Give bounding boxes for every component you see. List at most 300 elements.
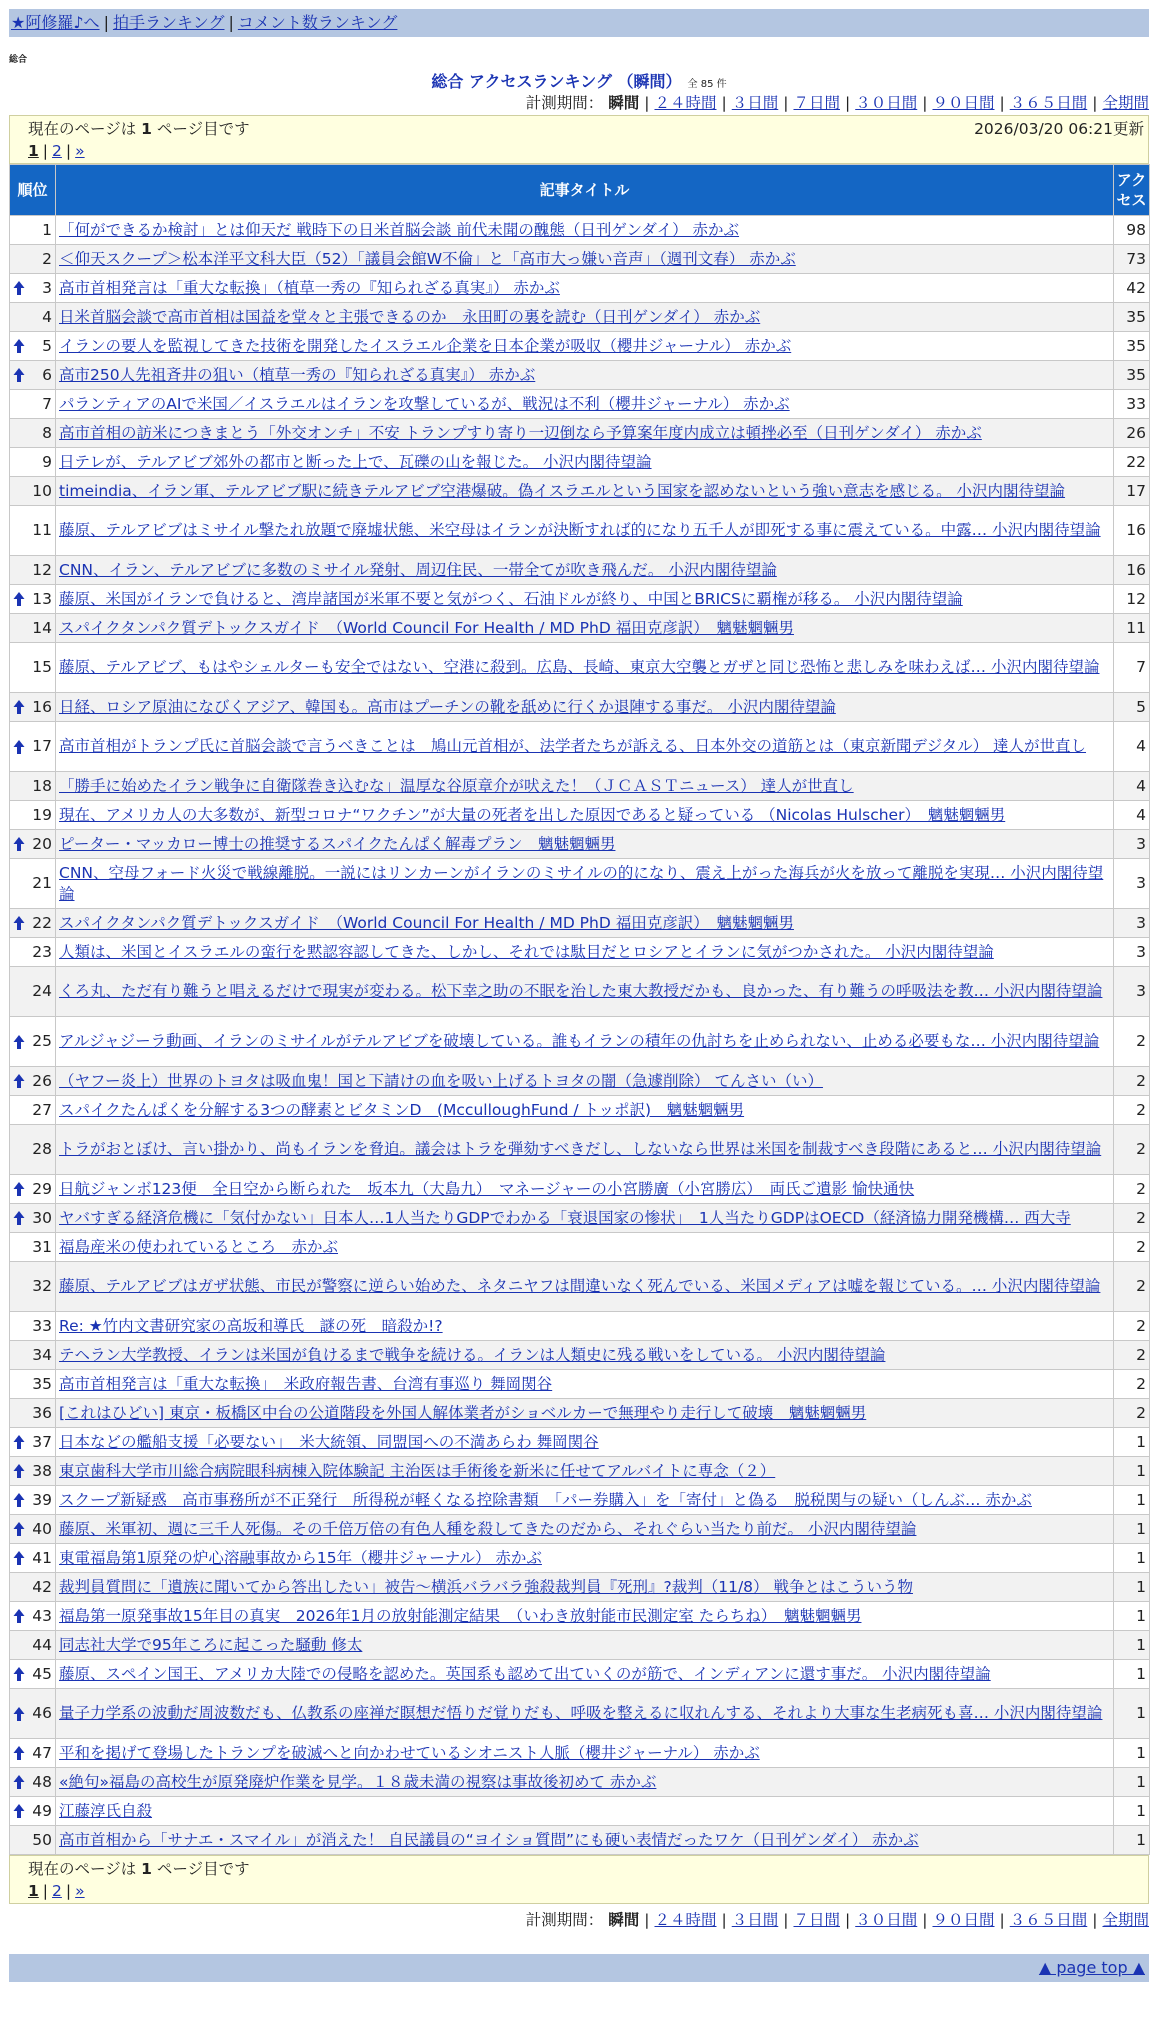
table-row (10, 1602, 1150, 1631)
rank-cell (10, 1573, 56, 1602)
article-title-link[interactable]: ＜仰天スクープ＞松本洋平文科大臣（52）「議員会館W不倫」と「高市大っ嫌い音声」（週刊文春） 赤かぶ (59, 249, 796, 268)
rank-cell (10, 1826, 56, 1855)
period-separator: | (922, 1911, 928, 1929)
period-separator: | (721, 94, 727, 112)
period-separator: | (1092, 94, 1098, 112)
article-title-link[interactable]: timeindia、イラン軍、テルアビブ駅に続きテルアビブ空港爆破。偽イスラエルという国家を認めないという強い意志を感じる。 小沢内閣待望論 (59, 481, 1066, 500)
article-title-link[interactable]: 藤原、テルアビブはミサイル撃たれ放題で廃墟状態、米空母はイランが決断すれば的になり五千人が即死する事に震えている。中露… 小沢内閣待望論 (59, 521, 1101, 539)
article-title-link[interactable]: CNN、イラン、テルアビブに多数のミサイル発射、周辺住民、一帯全てが吹き飛んだ。 小沢内閣待望論 (59, 560, 777, 579)
article-title-link[interactable]: イランの要人を監視してきた技術を開発したイスラエル企業を日本企業が吸収（櫻井ジャーナル） 赤かぶ (59, 336, 792, 355)
article-title-link[interactable]: ヤバすぎる経済危機に「気付かない」日本人…1人当たりGDPでわかる「衰退国家の惨状」 1人当たりGDPはOECD（経済協力開発機構… 西大寺 (59, 1208, 1071, 1227)
bottom-page-link[interactable]: » (75, 1882, 85, 1900)
period-label: 計測期間： (525, 94, 604, 112)
article-title-link[interactable]: 高市首相がトランプ氏に首脳会談で言うべきことは 鳩山元首相が、法学者たちが訴える、日本外交の道筋とは（東京新聞デジタル） 達人が世直し (59, 737, 1087, 755)
page-title (9, 69, 1149, 91)
title-cell (56, 1370, 1114, 1399)
top-nav-bar (9, 9, 1149, 37)
article-title-link[interactable]: 高市首相発言は「重大な転換」 米政府報告書、台湾有事巡り 舞岡関谷 (59, 1374, 553, 1393)
rank-number: 40 (32, 1519, 52, 1538)
article-title-link[interactable]: 高市250人先祖斉井の狙い（植草一秀の『知られざる真実』） 赤かぶ (59, 365, 536, 384)
article-title-link[interactable]: 現在、アメリカ人の大多数が、新型コロナ“ワクチン”が大量の死者を出した原因であると疑っている （Nicolas Hulscher） 魑魅魍魎男 (59, 805, 1006, 824)
rank-cell (10, 1768, 56, 1797)
rank-number: 6 (42, 365, 52, 384)
access-count: 2 (1114, 1096, 1150, 1125)
col-access-header: アクセス (1114, 165, 1150, 216)
article-title-link[interactable]: 「何ができるか検討」とは仰天だ 戦時下の日米首脳会談 前代未聞の醜態（日刊ゲンダイ） 赤かぶ (59, 220, 740, 239)
period-separator: | (845, 94, 851, 112)
rank-number: 50 (32, 1830, 52, 1849)
rank-cell (10, 332, 56, 361)
top-page-link[interactable]: » (75, 142, 85, 160)
table-row (10, 216, 1150, 245)
title-cell (56, 1515, 1114, 1544)
page-separator: | (42, 1882, 49, 1900)
title-cell (56, 1768, 1114, 1797)
access-count: 4 (1114, 722, 1150, 772)
access-count: 1 (1114, 1573, 1150, 1602)
period-separator: | (999, 94, 1005, 112)
article-title-link[interactable]: 「勝手に始めたイラン戦争に自衛隊巻き込むな」温厚な谷原章介が吠えた！（ＪＣＡＳＴニュース） 達人が世直し (59, 776, 854, 795)
title-cell (56, 967, 1114, 1017)
rank-cell (10, 1515, 56, 1544)
article-title-link[interactable]: テヘラン大学教授、イランは米国が負けるまで戦争を続ける。イランは人類史に残る戦いをしている。 小沢内閣待望論 (59, 1345, 886, 1364)
access-count: 1 (1114, 1544, 1150, 1573)
title-cell (56, 1544, 1114, 1573)
period-separator: | (783, 94, 789, 112)
rank-up-arrow-icon (13, 280, 25, 296)
bottom-period-link[interactable]: 全期間 (1102, 1911, 1149, 1929)
title-cell (56, 909, 1114, 938)
table-row (10, 1631, 1150, 1660)
table-row (10, 967, 1150, 1017)
top-period-link[interactable]: ３６５日間 (1009, 94, 1088, 112)
rank-cell (10, 1631, 56, 1660)
article-title-link[interactable]: CNN、空母フォード火災で戦線離脱。一説にはリンカーンがイランのミサイルの的になり、震え上がった海兵が火を放って離脱を実現… 小沢内閣待望論 (59, 863, 1104, 903)
table-row (10, 1428, 1150, 1457)
table-row (10, 1175, 1150, 1204)
footer-bar (9, 1954, 1149, 1982)
rank-up-arrow-icon (13, 1073, 25, 1089)
table-row (10, 1660, 1150, 1689)
period-separator: | (721, 1911, 727, 1929)
table-row (10, 1739, 1150, 1768)
current-page-text: 現在のページは 1 ページ目です (28, 1860, 250, 1878)
title-cell (56, 585, 1114, 614)
access-count: 35 (1114, 303, 1150, 332)
rank-up-arrow-icon (13, 1550, 25, 1566)
table-row (10, 1017, 1150, 1067)
table-row (10, 1544, 1150, 1573)
table-row (10, 332, 1150, 361)
nav-separator: | (228, 13, 234, 32)
table-row (10, 1262, 1150, 1312)
article-title-link[interactable]: 日経、ロシア原油になびくアジア、韓国も。高市はプーチンの靴を舐めに行くか退陣する事だ。 小沢内閣待望論 (59, 697, 836, 716)
table-row (10, 390, 1150, 419)
rank-number: 18 (32, 776, 52, 795)
access-count: 17 (1114, 477, 1150, 506)
rank-cell (10, 1175, 56, 1204)
rank-number: 5 (42, 336, 52, 355)
table-row (10, 643, 1150, 693)
access-count: 2 (1114, 1067, 1150, 1096)
article-title-link[interactable]: （ヤフー炎上）世界のトヨタは吸血鬼！国と下請けの血を吸い上げるトヨタの闇（急遽削除） てんさい（い） (59, 1071, 823, 1090)
title-cell (56, 361, 1114, 390)
title-cell (56, 643, 1114, 693)
top-page-link[interactable]: 2 (52, 142, 62, 160)
rank-cell (10, 614, 56, 643)
article-title-link[interactable]: 裁判員質問に「遺族に聞いてから答出したい」被告～横浜バラバラ強殺裁判員『死刑』?裁判（11/8） 戦争とはこういう物 (59, 1577, 913, 1596)
period-label: 計測期間： (525, 1911, 604, 1929)
article-title-link[interactable]: 日本などの艦船支援「必要ない」 米大統領、同盟国への不満あらわ 舞岡関谷 (59, 1432, 599, 1451)
article-title-link[interactable]: 高市首相から「サナエ・スマイル」が消えた！ 自民議員の“ヨイショ質問”にも硬い表情だったワケ（日刊ゲンダイ） 赤かぶ (59, 1830, 919, 1849)
access-count: 22 (1114, 448, 1150, 477)
rank-number: 19 (32, 805, 52, 824)
table-row (10, 1797, 1150, 1826)
article-title-link[interactable]: 江藤淳氏自殺 (59, 1801, 153, 1820)
applause-ranking-link[interactable]: 拍手ランキング (112, 13, 225, 32)
bottom-period-link[interactable]: ２４時間 (654, 1911, 717, 1929)
title-cell (56, 859, 1114, 909)
table-row (10, 614, 1150, 643)
rank-number: 45 (32, 1664, 52, 1683)
rank-number: 35 (32, 1374, 52, 1393)
rank-cell (10, 274, 56, 303)
rank-up-arrow-icon (13, 1210, 25, 1226)
top-page-current: 1 (28, 142, 39, 160)
page-separator: | (65, 1882, 72, 1900)
article-title-link[interactable]: 東京歯科大学市川総合病院眼科病棟入院体験記 主治医は手術後を新米に任せてアルバイトに専念（２） (59, 1461, 776, 1480)
article-title-link[interactable]: くろ丸、ただ有り難うと唱えるだけで現実が変わる。松下幸之助の不眠を治した東大教授だかも、良かった、有り難うの呼吸法を教… 小沢内閣待望論 (59, 982, 1103, 1000)
article-title-link[interactable]: 高市首相発言は「重大な転換」（植草一秀の『知られざる真実』） 赤かぶ (59, 278, 560, 297)
title-cell (56, 830, 1114, 859)
rank-number: 26 (32, 1071, 52, 1090)
rank-cell (10, 1399, 56, 1428)
rank-number: 17 (32, 737, 52, 755)
article-title-link[interactable]: トラがおとぼけ、言い掛かり、尚もイランを脅迫。議会はトラを弾劾すべきだし、しないなら世界は米国を制裁すべき段階にあると… 小沢内閣待望論 (59, 1140, 1102, 1158)
table-row (10, 1370, 1150, 1399)
title-cell (56, 556, 1114, 585)
page-separator: | (65, 142, 72, 160)
rank-number: 27 (32, 1100, 52, 1119)
title-cell (56, 1175, 1114, 1204)
article-title-link[interactable]: 福島産米の使われているところ 赤かぶ (59, 1237, 339, 1256)
table-row (10, 1312, 1150, 1341)
article-title-link[interactable]: 日テレが、テルアビブ郊外の都市と断った上で、瓦礫の山を報じた。 小沢内閣待望論 (59, 452, 652, 471)
period-separator: | (644, 1911, 650, 1929)
article-title-link[interactable]: 日航ジャンボ123便 全日空から断られた 坂本九（大島九） マネージャーの小宮勝廣（小宮勝広） 両氏ご遺影 愉快通快 (59, 1179, 915, 1198)
rank-number: 48 (32, 1772, 52, 1791)
rank-up-arrow-icon (13, 338, 25, 354)
access-count: 3 (1114, 859, 1150, 909)
updated-timestamp: 2026/03/20 06:21更新 (974, 120, 1144, 138)
rank-up-arrow-icon (13, 1745, 25, 1761)
title-cell (56, 1262, 1114, 1312)
table-row (10, 1515, 1150, 1544)
title-cell (56, 216, 1114, 245)
access-count: 1 (1114, 1797, 1150, 1826)
access-count: 2 (1114, 1175, 1150, 1204)
article-title-link[interactable]: スクープ新疑惑 高市事務所が不正発行 所得税が軽くなる控除書類 「パー券購入」を「寄付」と偽る 脱税関与の疑い（しんぶ… 赤かぶ (59, 1490, 1032, 1509)
access-count: 98 (1114, 216, 1150, 245)
table-row (10, 448, 1150, 477)
article-title-link[interactable]: 藤原、テルアビブはガザ状態、市民が警察に逆らい始めた、ネタニヤフは間違いなく死んでいる、米国メディアは嘘を報じている。… 小沢内閣待望論 (59, 1277, 1101, 1295)
rank-up-arrow-icon (13, 915, 25, 931)
rank-up-arrow-icon (13, 1608, 25, 1624)
title-cell (56, 1602, 1114, 1631)
period-selector-top (9, 91, 1149, 115)
table-row (10, 1826, 1150, 1855)
table-row (10, 859, 1150, 909)
rank-number: 32 (32, 1277, 52, 1295)
rank-cell (10, 938, 56, 967)
comment-ranking-link[interactable]: コメント数ランキング (237, 13, 398, 32)
top-period-link[interactable]: 全期間 (1102, 94, 1149, 112)
table-row (10, 1573, 1150, 1602)
access-count: 2 (1114, 1312, 1150, 1341)
rank-cell (10, 1689, 56, 1739)
rank-up-arrow-icon (13, 367, 25, 383)
current-page-text: 現在のページは 1 ページ目です (28, 120, 250, 138)
title-cell (56, 477, 1114, 506)
rank-cell (10, 772, 56, 801)
col-rank-header: 順位 (10, 165, 56, 216)
rank-number: 12 (32, 560, 52, 579)
top-period-link[interactable]: ７日間 (793, 94, 840, 112)
total-count: 全 85 件 (687, 79, 727, 90)
article-title-link[interactable]: 人類は、米国とイスラエルの蛮行を黙認容認してきた、しかし、それでは駄目だとロシアとイランに気がつかされた。 小沢内閣待望論 (59, 942, 994, 961)
title-cell (56, 419, 1114, 448)
access-count: 12 (1114, 585, 1150, 614)
article-title-link[interactable]: アルジャジーラ動画、イランのミサイルがテルアビブを破壊している。誰もイランの積年の仇討ちを止められない、止める必要もな… 小沢内閣待望論 (59, 1032, 1100, 1050)
period-separator: | (783, 1911, 789, 1929)
top-period-link[interactable]: ３日間 (731, 94, 779, 112)
table-row (10, 361, 1150, 390)
rank-number: 30 (32, 1208, 52, 1227)
rank-number: 44 (32, 1635, 52, 1654)
title-cell (56, 772, 1114, 801)
access-count: 2 (1114, 1262, 1150, 1312)
table-row (10, 1125, 1150, 1175)
bottom-page-link[interactable]: 2 (52, 1882, 62, 1900)
access-count: 33 (1114, 390, 1150, 419)
home-link[interactable]: ★阿修羅♪へ (11, 13, 100, 32)
rank-number: 2 (42, 249, 52, 268)
rank-cell (10, 643, 56, 693)
article-title-link[interactable]: 藤原、米軍初、週に三千人死傷。その千倍万倍の有色人種を殺してきたのだから、それぐらい当たり前だ。 小沢内閣待望論 (59, 1519, 917, 1538)
rank-up-arrow-icon (13, 1034, 25, 1050)
article-title-link[interactable]: Re: ★竹内文書研究家の高坂和導氏 謎の死 暗殺か!? (59, 1316, 443, 1335)
rank-cell (10, 216, 56, 245)
title-cell (56, 1096, 1114, 1125)
pagination-top (28, 140, 1144, 163)
page-separator: | (42, 142, 49, 160)
rank-cell (10, 1739, 56, 1768)
rank-cell (10, 506, 56, 556)
rank-up-arrow-icon (13, 1181, 25, 1197)
rank-cell (10, 361, 56, 390)
access-count: 1 (1114, 1428, 1150, 1457)
rank-cell (10, 1096, 56, 1125)
table-row (10, 693, 1150, 722)
title-cell (56, 1204, 1114, 1233)
title-cell (56, 1660, 1114, 1689)
top-period-link[interactable]: ９０日間 (932, 94, 995, 112)
access-count: 2 (1114, 1233, 1150, 1262)
rank-number: 4 (42, 307, 52, 326)
rank-cell (10, 1660, 56, 1689)
article-title-link[interactable]: 東電福島第1原発の炉心溶融事故から15年（櫻井ジャーナル） 赤かぶ (59, 1548, 542, 1567)
rank-number: 1 (42, 220, 52, 239)
rank-number: 7 (42, 394, 52, 413)
rank-number: 25 (32, 1032, 52, 1050)
article-title-link[interactable]: 藤原、テルアビブ、もはやシェルターも安全ではない、空港に殺到。広島、長崎、東京大空襲とガザと同じ恐怖と悲しみを味わえば… 小沢内閣待望論 (59, 658, 1100, 676)
table-row (10, 1689, 1150, 1739)
top-period-link[interactable]: ２４時間 (654, 94, 717, 112)
access-count: 1 (1114, 1689, 1150, 1739)
page-top-link[interactable]: ▲ page top ▲ (1038, 1958, 1145, 1977)
rank-number: 11 (32, 521, 52, 539)
access-count: 35 (1114, 332, 1150, 361)
table-row (10, 274, 1150, 303)
rank-number: 13 (32, 589, 52, 608)
access-count: 35 (1114, 361, 1150, 390)
ranking-table (9, 164, 1150, 1855)
rank-number: 10 (32, 481, 52, 500)
rank-cell (10, 722, 56, 772)
title-cell (56, 1689, 1114, 1739)
access-count: 26 (1114, 419, 1150, 448)
article-title-link[interactable]: 日米首脳会談で高市首相は国益を堂々と主張できるのか 永田町の裏を読む（日刊ゲンダイ） 赤かぶ (59, 307, 761, 326)
title-cell (56, 693, 1114, 722)
rank-number: 33 (32, 1316, 52, 1335)
access-count: 1 (1114, 1631, 1150, 1660)
rank-cell (10, 303, 56, 332)
rank-number: 22 (32, 913, 52, 932)
rank-number: 34 (32, 1345, 52, 1364)
rank-cell (10, 1204, 56, 1233)
rank-cell (10, 477, 56, 506)
rank-number: 23 (32, 942, 52, 961)
table-row (10, 1067, 1150, 1096)
article-title-link[interactable]: [これはひどい] 東京・板橋区中台の公道階段を外国人解体業者がショベルカーで無理やり走行して破壊 魑魅魍魎男 (59, 1403, 867, 1422)
rank-number: 24 (32, 982, 52, 1000)
access-count: 11 (1114, 614, 1150, 643)
access-count: 1 (1114, 1826, 1150, 1855)
bottom-page-current: 1 (28, 1882, 39, 1900)
rank-up-arrow-icon (13, 1666, 25, 1682)
article-title-link[interactable]: 平和を掲げて登場したトランプを破滅へと向かわせているシオニスト人脈（櫻井ジャーナル） 赤かぶ (59, 1743, 760, 1762)
rank-number: 39 (32, 1490, 52, 1509)
title-cell (56, 303, 1114, 332)
bottom-period-link[interactable]: ３日間 (731, 1911, 779, 1929)
rank-cell (10, 1370, 56, 1399)
rank-cell (10, 419, 56, 448)
top-period-link[interactable]: ３０日間 (855, 94, 918, 112)
rank-up-arrow-icon (13, 1774, 25, 1790)
page-info-top (9, 115, 1149, 164)
rank-cell (10, 556, 56, 585)
table-row (10, 506, 1150, 556)
bottom-period-link[interactable]: ７日間 (793, 1911, 840, 1929)
rank-cell (10, 1428, 56, 1457)
article-title-link[interactable]: 藤原、米国がイランで負けると、湾岸諸国が米軍不要と気がつく、石油ドルが終り、中国とBRICSに覇権が移る。 小沢内閣待望論 (59, 589, 963, 608)
article-title-link[interactable]: 福島第一原発事故15年目の真実 2026年1月の放射能測定結果 （いわき放射能市民測定室 たらちね） 魑魅魍魎男 (59, 1606, 862, 1625)
access-count: 42 (1114, 274, 1150, 303)
table-row (10, 1096, 1150, 1125)
article-title-link[interactable]: ピーター・マッカロー博士の推奨するスパイクたんぱく解毒プラン 魑魅魍魎男 (59, 834, 616, 853)
article-title-link[interactable]: 藤原、スペイン国王、アメリカ大陸での侵略を認めた。英国系も認めて出ていくのが筋で、インディアンに還す事だ。 小沢内閣待望論 (59, 1664, 991, 1683)
access-count: 1 (1114, 1515, 1150, 1544)
article-title-link[interactable]: スパイクタンパク質デトックスガイド （World Council For Health / MD PhD 福田克彦訳） 魑魅魍魎男 (59, 618, 794, 637)
rank-cell (10, 1457, 56, 1486)
rank-number: 3 (42, 278, 52, 297)
access-count: 3 (1114, 830, 1150, 859)
rank-number: 31 (32, 1237, 52, 1256)
title-cell (56, 722, 1114, 772)
bottom-period-link[interactable]: ３０日間 (855, 1911, 918, 1929)
rank-cell (10, 1312, 56, 1341)
access-count: 3 (1114, 909, 1150, 938)
rank-number: 9 (42, 452, 52, 471)
rank-cell (10, 1797, 56, 1826)
table-row (10, 772, 1150, 801)
rank-number: 21 (32, 874, 52, 892)
title-cell (56, 1826, 1114, 1855)
access-count: 7 (1114, 643, 1150, 693)
article-title-link[interactable]: スパイクたんぱくを分解する3つの酵素とビタミンD (McculloughFund / トッポ訳) 魑魅魍魎男 (59, 1100, 745, 1119)
rank-cell (10, 585, 56, 614)
access-count: 5 (1114, 693, 1150, 722)
bottom-period-link[interactable]: ９０日間 (932, 1911, 995, 1929)
title-cell (56, 1797, 1114, 1826)
access-count: 2 (1114, 1017, 1150, 1067)
table-row (10, 477, 1150, 506)
article-title-link[interactable]: 同志社大学で95年ころに起こった騒動 修太 (59, 1635, 363, 1654)
article-title-link[interactable]: 量子力学系の波動だ周波数だも、仏教系の座禅だ瞑想だ悟りだ覚りだも、呼吸を整えるに収れんする、それより大事な生老病死も喜… 小沢内閣待望論 (59, 1704, 1103, 1722)
table-row (10, 801, 1150, 830)
bottom-period-link[interactable]: ３６５日間 (1009, 1911, 1088, 1929)
table-row (10, 585, 1150, 614)
title-cell (56, 1573, 1114, 1602)
rank-up-arrow-icon (13, 591, 25, 607)
access-count: 2 (1114, 1399, 1150, 1428)
access-count: 3 (1114, 967, 1150, 1017)
nav-separator: | (103, 13, 109, 32)
table-row (10, 1768, 1150, 1797)
period-separator: | (999, 1911, 1005, 1929)
article-title-link[interactable]: 高市首相の訪米につきまとう「外交オンチ」不安 トランプすり寄り一辺倒なら予算案年度内成立は頓挫必至（日刊ゲンダイ） 赤かぶ (59, 423, 982, 442)
rank-number: 8 (42, 423, 52, 442)
access-count: 2 (1114, 1125, 1150, 1175)
article-title-link[interactable]: パランティアのAIで米国／イスラエルはイランを攻撃しているが、戦況は不利（櫻井ジャーナル） 赤かぶ (59, 394, 790, 413)
rank-cell (10, 1486, 56, 1515)
article-title-link[interactable]: スパイクタンパク質デトックスガイド （World Council For Health / MD PhD 福田克彦訳） 魑魅魍魎男 (59, 913, 794, 932)
title-cell (56, 938, 1114, 967)
article-title-link[interactable]: «絶句»福島の高校生が原発廃炉作業を見学。１８歳未満の視察は事故後初めて 赤かぶ (59, 1772, 657, 1791)
rank-up-arrow-icon (13, 739, 25, 755)
period-separator: | (922, 94, 928, 112)
rank-number: 15 (32, 658, 52, 676)
table-row (10, 556, 1150, 585)
access-count: 1 (1114, 1739, 1150, 1768)
title-cell (56, 245, 1114, 274)
rank-number: 36 (32, 1403, 52, 1422)
title-cell (56, 1067, 1114, 1096)
rank-cell (10, 245, 56, 274)
title-cell (56, 801, 1114, 830)
rank-cell (10, 390, 56, 419)
period-separator: | (845, 1911, 851, 1929)
